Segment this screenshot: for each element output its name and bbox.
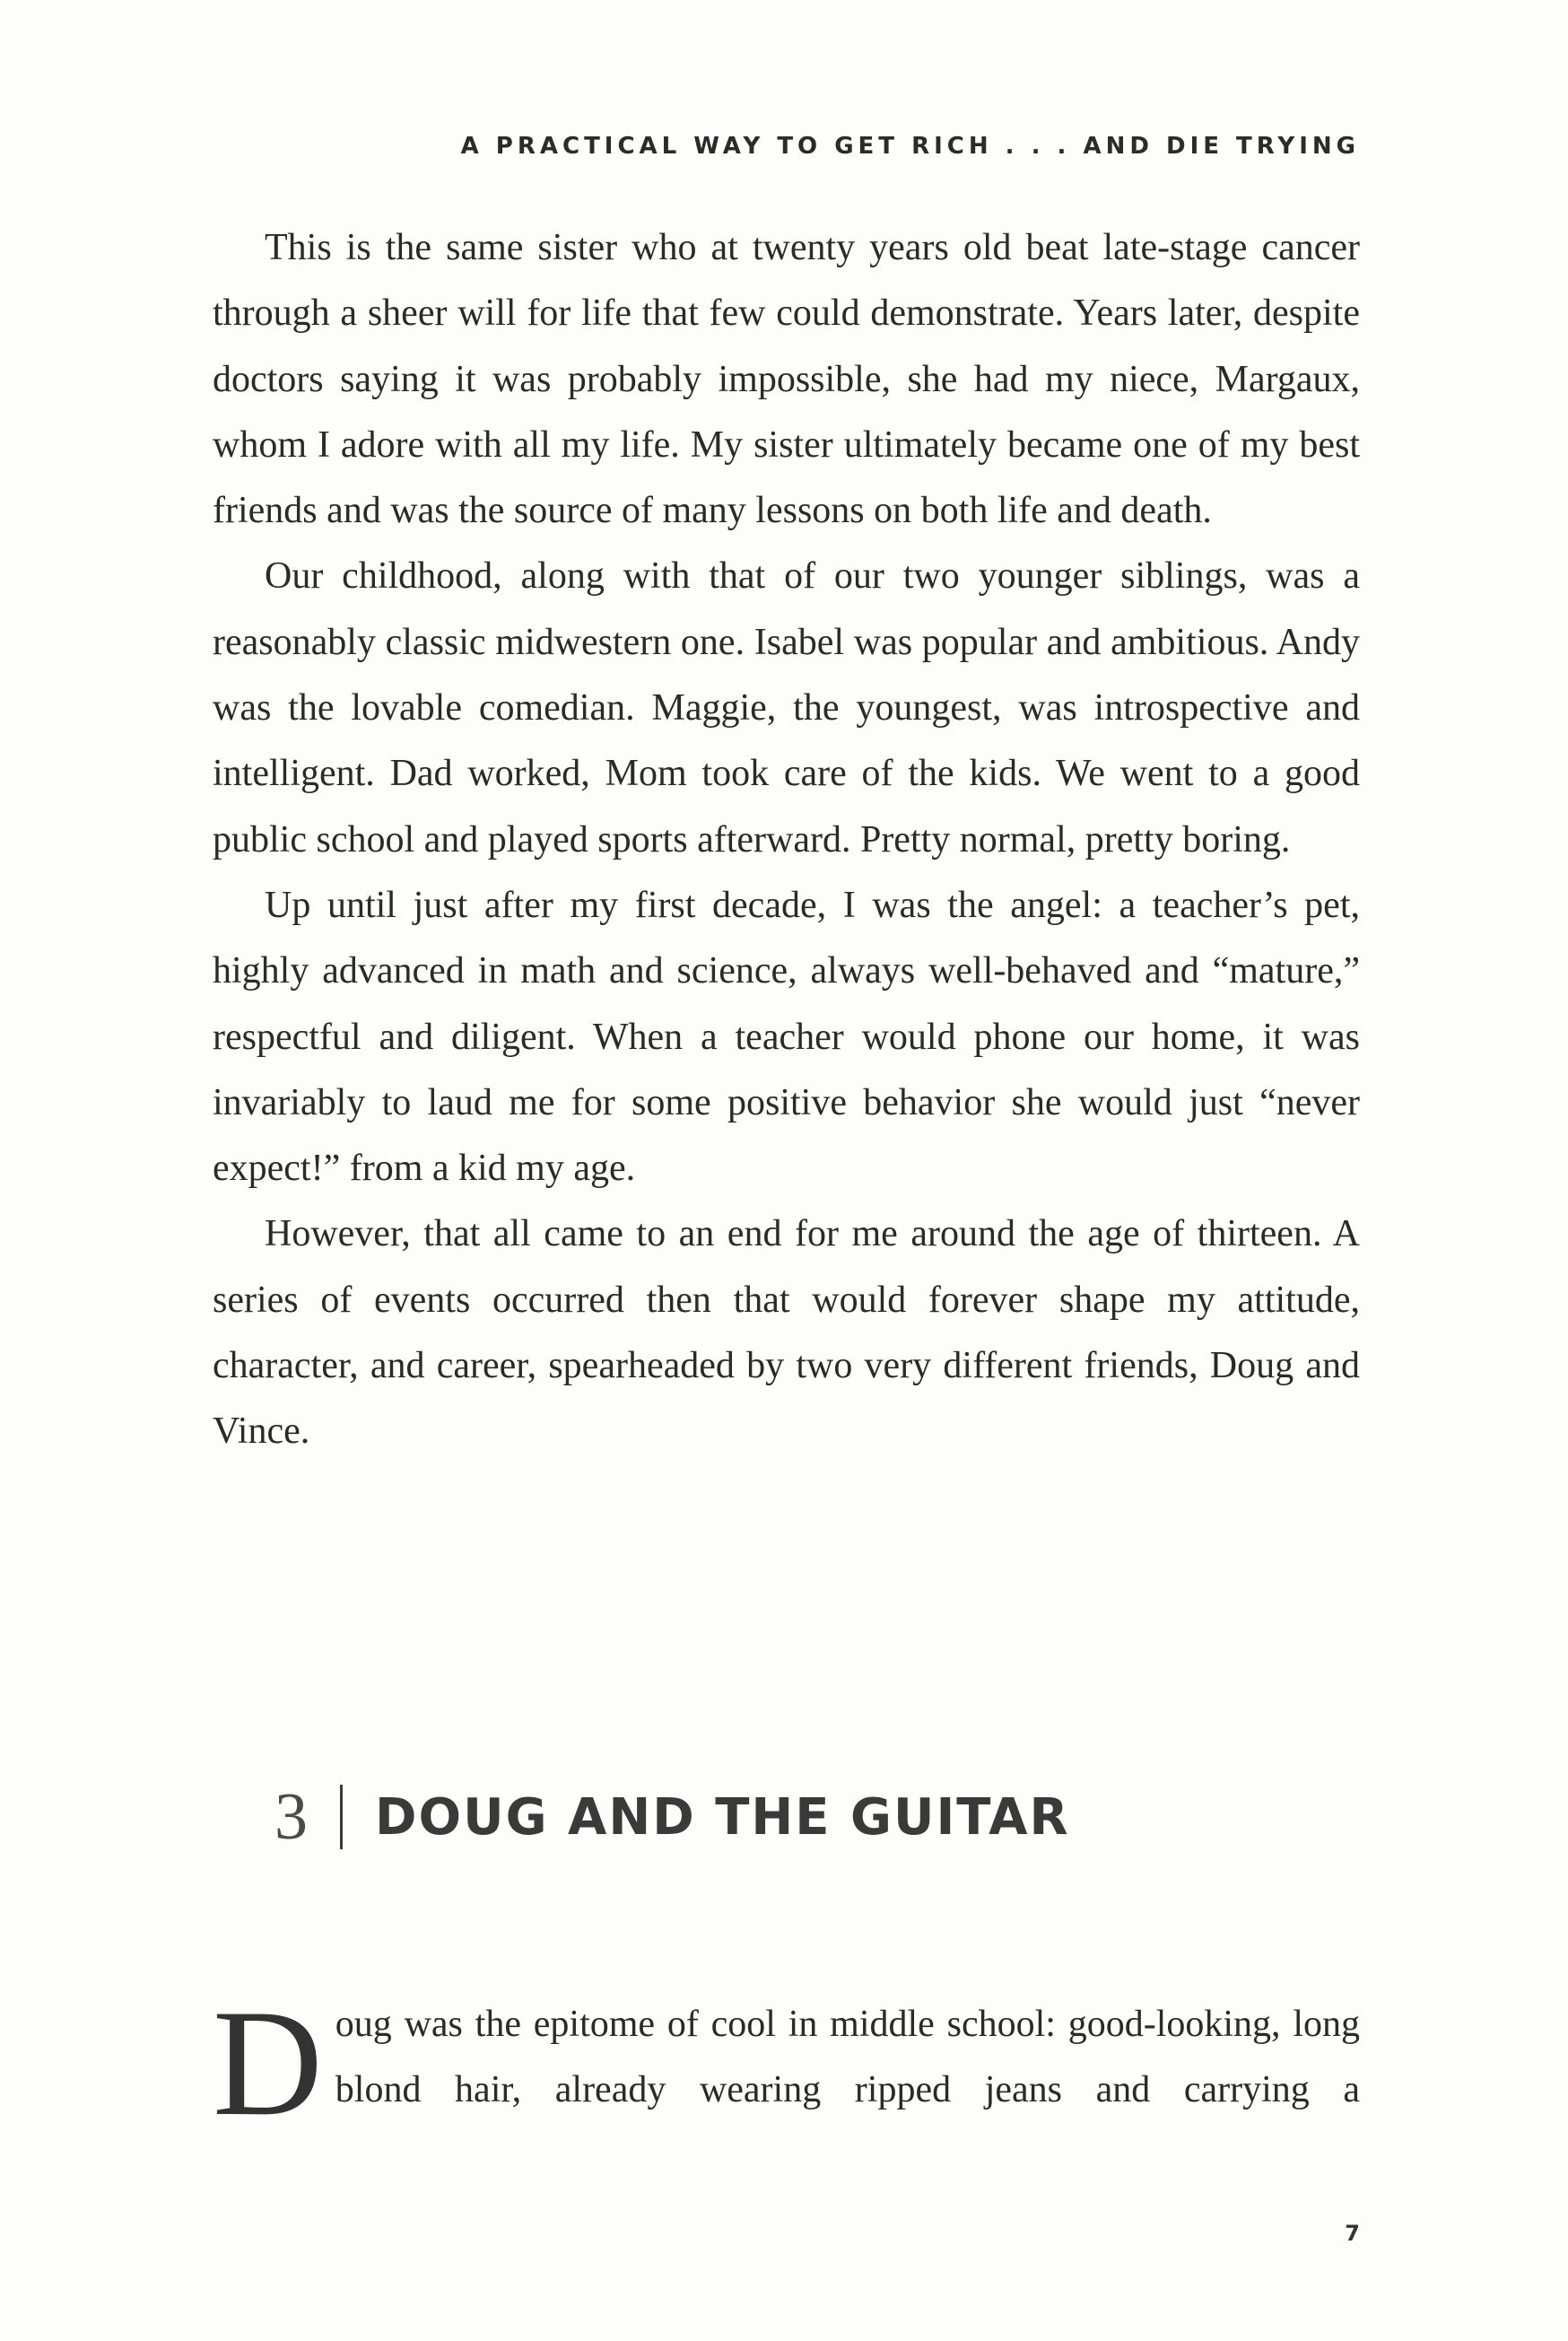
- body-text: [213, 215, 1360, 1465]
- paragraph: Up until just after my first decade, I was the angel: a teacher’s pet, highly advanced in math and science, always well-behaved and “mature,” respectful and diligent. When a teacher would phone our home, it was invariably to laud me for some positive behavior she would just “never expect!” from a kid my age.: [213, 884, 1360, 1190]
- chapter-divider: [340, 1785, 343, 1849]
- chapter-title: DOUG AND THE GUITAR: [375, 1787, 1070, 1847]
- drop-cap: D: [213, 1978, 323, 2147]
- paragraph: This is the same sister who at twenty years old beat late-stage cancer through a sheer will for life that few could demonstrate. Years later, despite doctors saying it was probably impossible, she had my niece, Margaux, whom I adore with all my life. My sister ultimately became one of my best friends and was the source of many lessons on both life and death.: [213, 227, 1360, 532]
- opening-paragraph: oug was the epitome of cool in middle school: good-looking, long blond hair, already wearing ripped jeans and carrying a: [335, 2004, 1360, 2111]
- paragraph: However, that all came to an end for me around the age of thirteen. A series of events occurred then that would forever shape my attitude, character, and career, spearheaded by two very different friends, Doug and Vince.: [213, 1213, 1360, 1453]
- chapter-number: 3: [274, 1779, 308, 1854]
- paragraph: Our childhood, along with that of our two younger siblings, was a reasonably classic midwestern one. Isabel was popular and ambitious. Andy was the lovable comedian. Maggie, the youngest, was introspective and intelligent. Dad worked, Mom took care of the kids. We went to a good public school and played sports afterward. Pretty normal, pretty boring.: [213, 555, 1360, 860]
- chapter-heading: [274, 1777, 1070, 1857]
- running-head: A PRACTICAL WAY TO GET RICH . . . AND DIE TRYING: [460, 133, 1360, 160]
- page-number: 7: [1345, 2221, 1360, 2246]
- chapter-opening: [213, 1978, 1360, 2147]
